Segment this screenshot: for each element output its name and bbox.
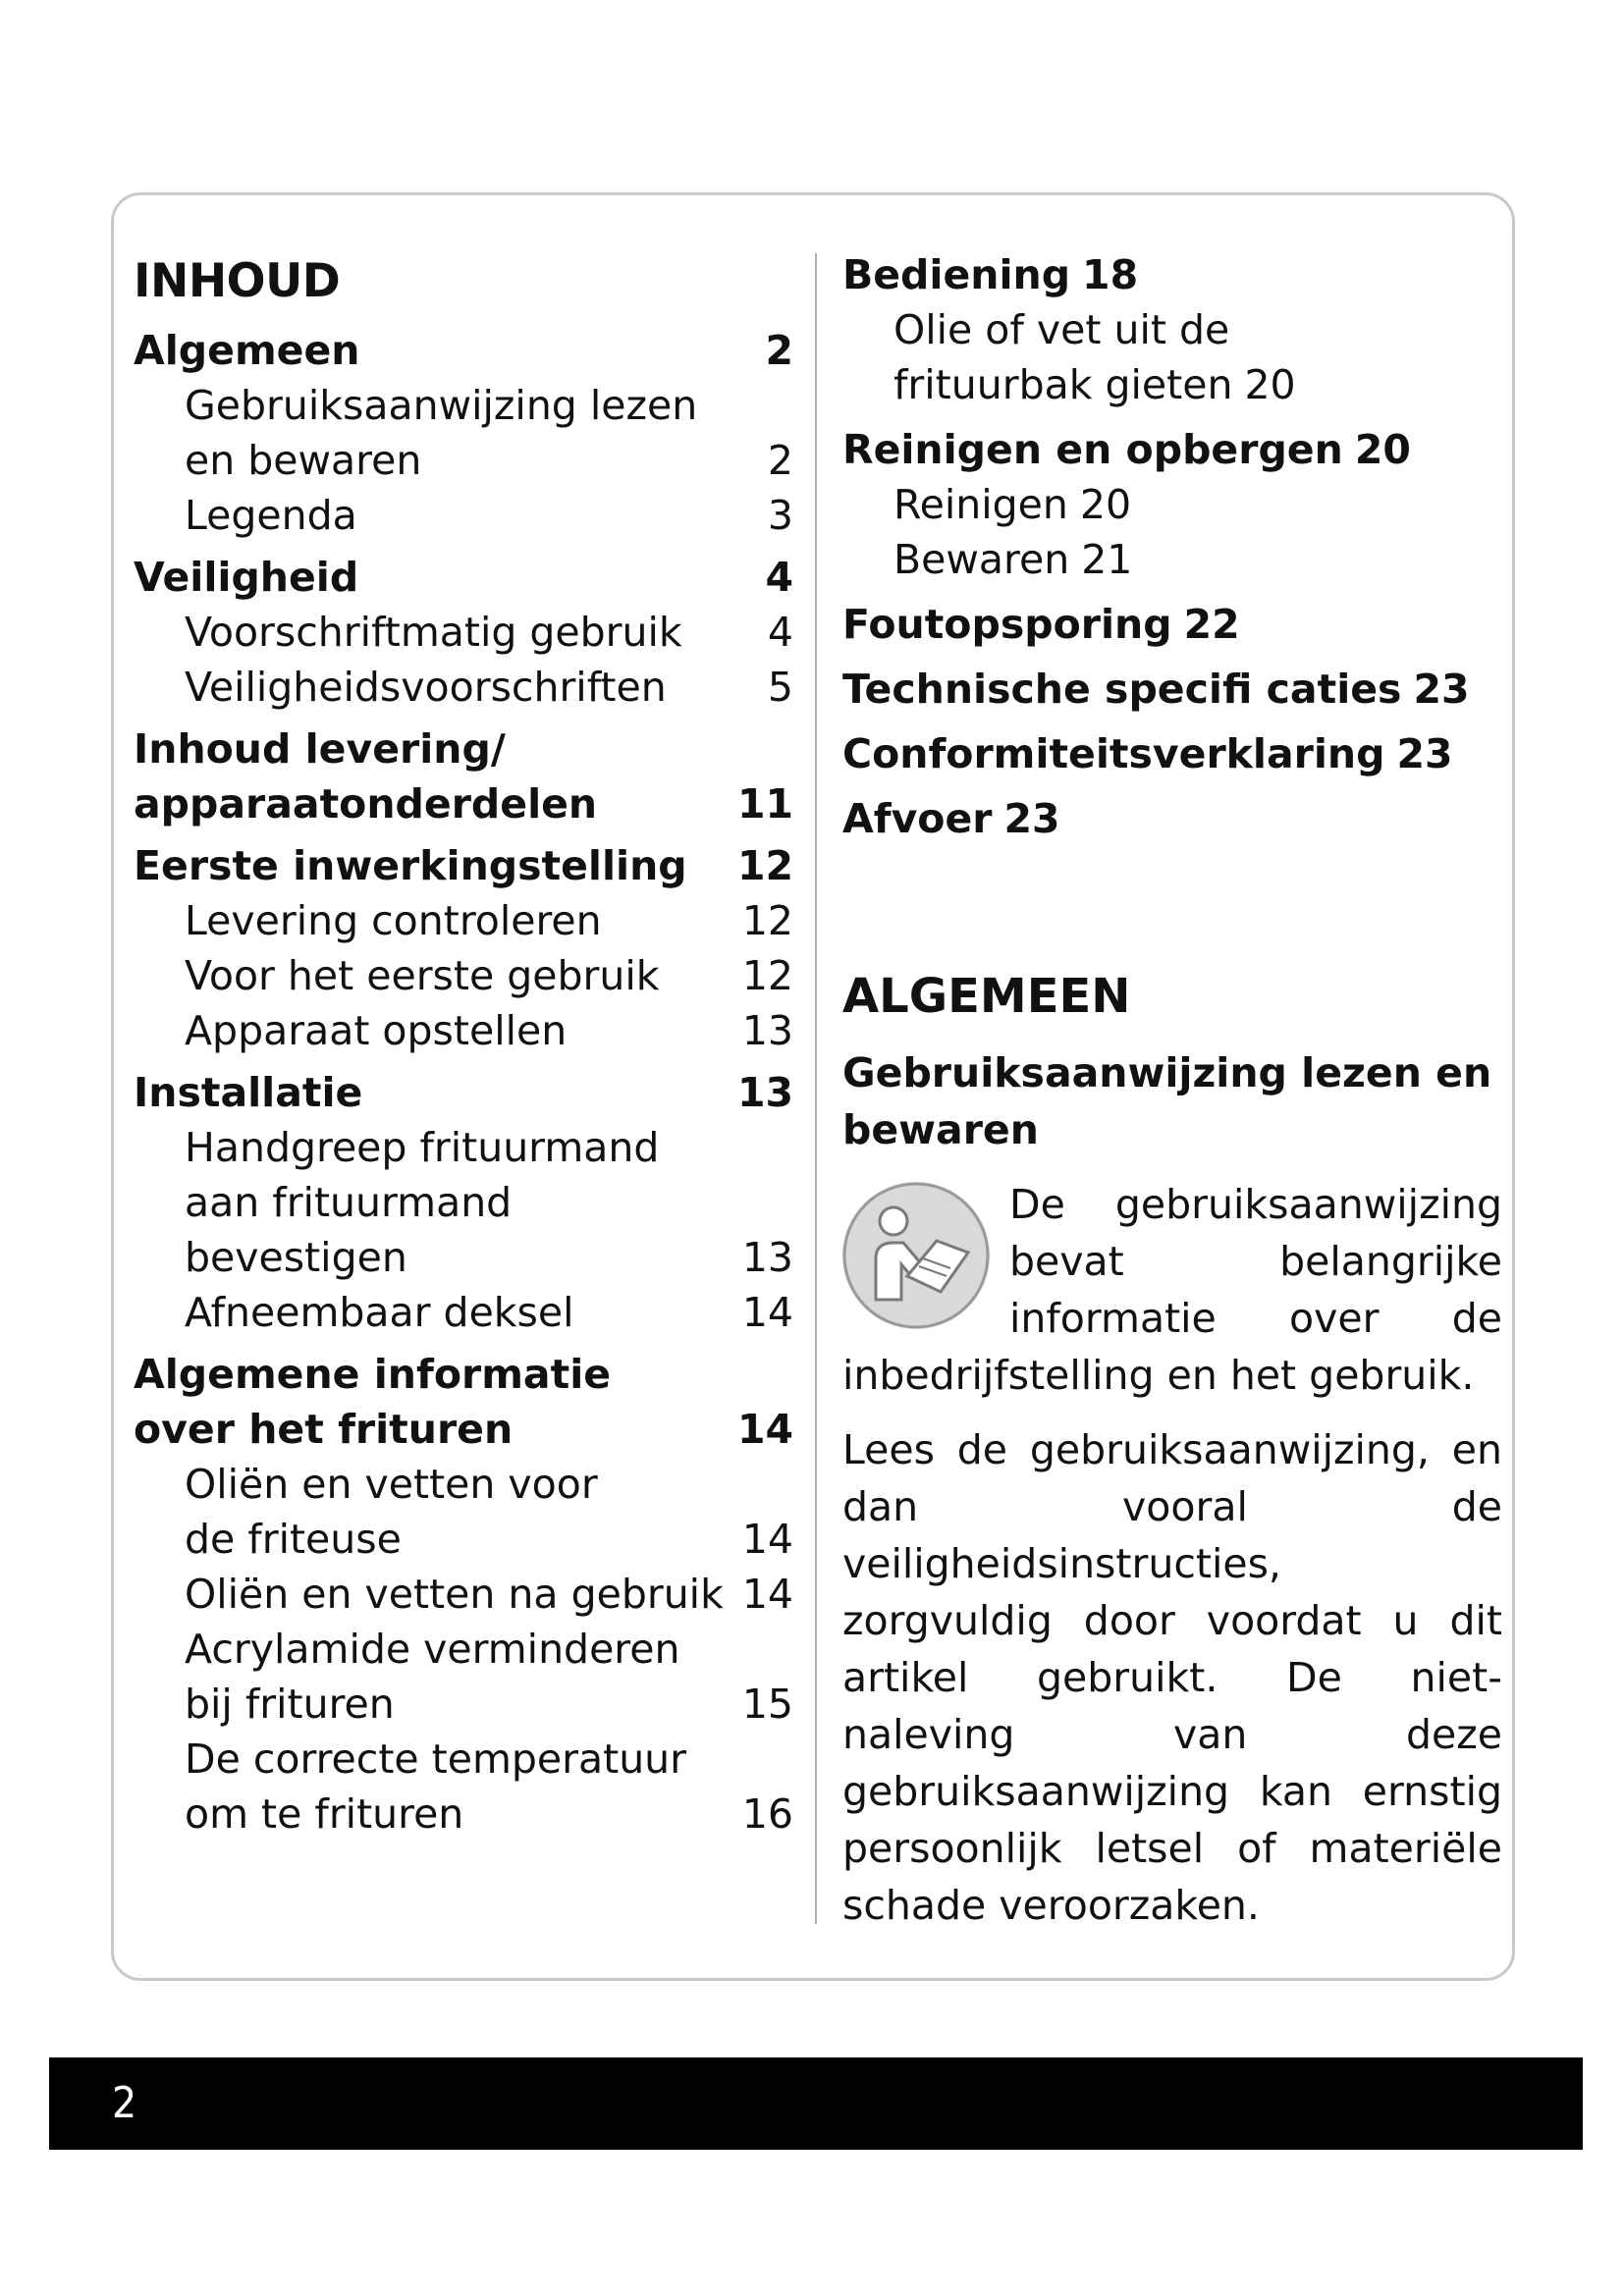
toc-section-title: Algemene informatie over het frituren [134, 1351, 612, 1453]
toc-page-number: 14 [741, 1516, 793, 1563]
toc-page-number: 21 [1081, 536, 1133, 583]
toc-page-number: 14 [736, 1406, 793, 1453]
toc-sub-title: Veiligheidsvoorschriften [185, 664, 667, 711]
toc-page-number: 2 [767, 437, 793, 484]
toc-sub-title: De correcte temperatuur om te frituren [185, 1735, 687, 1838]
toc-page-number: 22 [1183, 601, 1240, 648]
toc-sub-entry [134, 605, 793, 660]
toc-section-title: Reinigen en opbergen [842, 426, 1343, 473]
toc-heading: INHOUD [134, 254, 341, 308]
toc-section-entry [842, 247, 1502, 302]
algemeen-heading: ALGEMEEN [842, 969, 1131, 1024]
toc-page-number: 2 [765, 327, 793, 374]
toc-sub-entry [134, 378, 793, 488]
toc-sub-title: Gebruiksaanwijzing lezen en bewaren [185, 382, 698, 484]
toc-section-title: Veiligheid [134, 554, 359, 601]
toc-right-list [842, 247, 1502, 846]
toc-section-title: Inhoud levering/ apparaatonderdelen [134, 725, 598, 828]
toc-page-number: 15 [741, 1681, 793, 1728]
toc-sub-title: Oliën en vetten voor de friteuse [185, 1461, 598, 1563]
toc-page-number: 4 [765, 554, 793, 601]
toc-sub-title: Reinigen [893, 481, 1068, 528]
intro-text: De gebruiksaanwijzing bevat belangrijke informatie over de inbedrijfstelling en het gebruik. [842, 1181, 1502, 1399]
toc-page-number: 14 [741, 1289, 793, 1336]
toc-page-number: 11 [736, 780, 793, 828]
toc-sub-entry [134, 948, 793, 1003]
toc-section-entry [842, 726, 1502, 781]
toc-page-number: 13 [741, 1007, 793, 1054]
toc-page-number: 12 [736, 842, 793, 889]
toc-section-title: Eerste inwerkingstelling [134, 842, 687, 889]
toc-page-number: 20 [1354, 426, 1411, 473]
toc-page-number: 4 [767, 609, 793, 656]
toc-sub-title: Legenda [185, 492, 357, 539]
toc-section-entry [134, 550, 793, 605]
toc-sub-title: Acrylamide verminderen bij frituren [185, 1626, 680, 1728]
toc-sub-title: Olie of vet uit de frituurbak gieten [893, 306, 1233, 408]
toc-left-list [134, 323, 793, 1842]
toc-left-column [134, 247, 793, 1842]
footer-bar [49, 2057, 1583, 2150]
toc-sub-entry [134, 1120, 793, 1285]
toc-sub-entry [134, 1003, 793, 1058]
toc-page-number: 12 [741, 897, 793, 944]
toc-sub-title: Apparaat opstellen [185, 1007, 568, 1054]
toc-page-number: 3 [767, 492, 793, 539]
toc-section-entry [134, 838, 793, 893]
toc-page-number: 20 [1244, 361, 1296, 408]
toc-section-title: Installatie [134, 1069, 363, 1116]
toc-sub-entry [134, 1285, 793, 1340]
toc-section-title: Conformiteitsverklaring [842, 730, 1385, 777]
page-number: 2 [112, 2078, 137, 2128]
toc-page-number: 13 [736, 1069, 793, 1116]
toc-page-number: 23 [1413, 666, 1470, 713]
toc-sub-title: Voorschriftmatig gebruik [185, 609, 682, 656]
toc-section-entry [842, 662, 1502, 717]
toc-section-title: Bediening [842, 251, 1071, 298]
toc-page-number: 20 [1079, 481, 1132, 528]
toc-sub-entry [134, 1732, 793, 1842]
toc-sub-entry [842, 477, 1502, 532]
toc-page-number: 12 [741, 952, 793, 999]
toc-sub-title: Levering controleren [185, 897, 602, 944]
read-manual-icon [842, 1182, 990, 1329]
toc-section-title: Afvoer [842, 795, 993, 842]
toc-section-entry [134, 721, 793, 831]
toc-sub-entry [842, 302, 1502, 412]
toc-page-number: 23 [1003, 795, 1060, 842]
toc-sub-entry [134, 1622, 793, 1732]
toc-sub-entry [134, 1457, 793, 1567]
toc-sub-entry [134, 660, 793, 715]
toc-section-title: Foutopsporing [842, 601, 1172, 648]
intro-block [842, 1176, 1502, 1404]
toc-section-entry [134, 323, 793, 378]
safety-paragraph: Lees de gebruiksaanwijzing, en dan vooral de veiligheidsinstructies, zorgvuldig door voordat u dit artikel gebruikt. De niet-naleving van deze gebruiksaanwijzing kan ernstig persoonlijk letsel of materiële schade veroorzaken. [842, 1426, 1502, 1929]
toc-section-entry [134, 1347, 793, 1457]
toc-section-entry [842, 422, 1502, 477]
right-column [842, 247, 1502, 1934]
toc-page-number: 16 [741, 1790, 793, 1838]
column-divider [815, 253, 817, 1924]
toc-sub-entry [134, 488, 793, 543]
toc-sub-title: Oliën en vetten na gebruik [185, 1571, 724, 1618]
toc-sub-title: Afneembaar deksel [185, 1289, 574, 1336]
toc-sub-entry [842, 532, 1502, 587]
toc-sub-title: Voor het eerste gebruik [185, 952, 660, 999]
toc-section-entry [842, 791, 1502, 846]
toc-section-title: Algemeen [134, 327, 360, 374]
toc-sub-title: Bewaren [893, 536, 1070, 583]
toc-section-title: Technische specifi caties [842, 666, 1402, 713]
toc-section-entry [842, 597, 1502, 652]
toc-page-number: 5 [767, 664, 793, 711]
toc-page-number: 14 [741, 1571, 793, 1618]
read-manual-subheading: Gebruiksaanwijzing lezen en bewaren [842, 1049, 1492, 1153]
toc-section-entry [134, 1065, 793, 1120]
toc-page-number: 13 [741, 1234, 793, 1281]
toc-page-number: 23 [1396, 730, 1453, 777]
toc-sub-entry [134, 1567, 793, 1622]
toc-sub-title: Handgreep frituurmand aan frituurmand bevestigen [185, 1124, 660, 1281]
toc-sub-entry [134, 893, 793, 948]
toc-page-number: 18 [1082, 251, 1139, 298]
